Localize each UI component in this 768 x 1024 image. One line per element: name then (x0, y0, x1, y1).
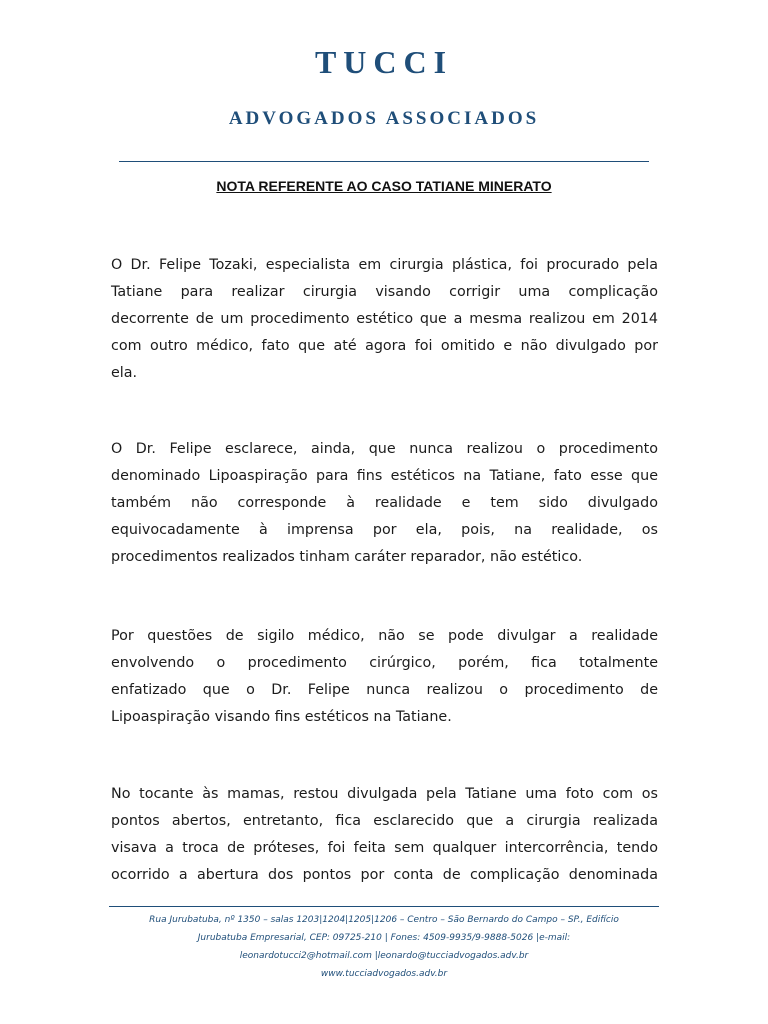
firm-name: TUCCI (314, 44, 454, 80)
paragraph-line: também não corresponde à realidade e tem sido divulgado (111, 495, 658, 511)
header-divider (119, 161, 649, 162)
footer-line: Jurubatuba Empresarial, CEP: 09725-210 | Fones: 4509-9935/9-9888-5026 |e-mail: (197, 933, 571, 943)
paragraph-line: Tatiane para realizar cirurgia visando corrigir uma complicação (111, 284, 658, 300)
paragraph-line: com outro médico, fato que até agora foi omitido e não divulgado por (111, 338, 658, 354)
footer-website[interactable]: www.tucciadvogados.adv.br (320, 969, 448, 979)
footer-line: Rua Jurubatuba, nº 1350 – salas 1203|1204|1205|1206 – Centro – São Bernardo do Campo – SP., Edifício (149, 915, 619, 925)
paragraph-2 (111, 436, 658, 571)
paragraph-line: decorrente de um procedimento estético que a mesma realizou em 2014 (111, 311, 658, 327)
paragraph-line: denominado Lipoaspiração para fins estéticos na Tatiane, fato esse que (111, 468, 658, 484)
paragraph-3 (111, 623, 658, 731)
paragraph-line: pontos abertos, entretanto, fica esclarecido que a cirurgia realizada (111, 813, 658, 829)
paragraph-1 (111, 252, 658, 387)
paragraph-line: equivocadamente à imprensa por ela, pois, na realidade, os (111, 522, 658, 538)
footer-email[interactable]: leonardotucci2@hotmail.com |leonardo@tucciadvogados.adv.br (239, 951, 529, 961)
paragraph-line: O Dr. Felipe Tozaki, especialista em cirurgia plástica, foi procurado pela (111, 257, 658, 273)
firm-subtitle: ADVOGADOS ASSOCIADOS (228, 108, 540, 129)
paragraph-line: Por questões de sigilo médico, não se pode divulgar a realidade (111, 628, 658, 644)
document-title: NOTA REFERENTE AO CASO TATIANE MINERATO (216, 178, 552, 194)
paragraph-line: No tocante às mamas, restou divulgada pela Tatiane uma foto com os (111, 786, 658, 802)
paragraph-line: procedimentos realizados tinham caráter reparador, não estético. (111, 549, 583, 565)
paragraph-4 (111, 781, 658, 889)
paragraph-line: envolvendo o procedimento cirúrgico, porém, fica totalmente (111, 655, 658, 671)
footer-address (0, 911, 768, 983)
paragraph-line: ela. (111, 365, 138, 381)
paragraph-line: O Dr. Felipe esclarece, ainda, que nunca realizou o procedimento (111, 441, 658, 457)
paragraph-line: visava a troca de próteses, foi feita sem qualquer intercorrência, tendo (111, 840, 658, 856)
paragraph-line: ocorrido a abertura dos pontos por conta de complicação denominada (111, 867, 658, 883)
paragraph-line: enfatizado que o Dr. Felipe nunca realizou o procedimento de (111, 682, 658, 698)
paragraph-line: Lipoaspiração visando fins estéticos na Tatiane. (111, 709, 452, 725)
footer-divider (109, 906, 659, 907)
